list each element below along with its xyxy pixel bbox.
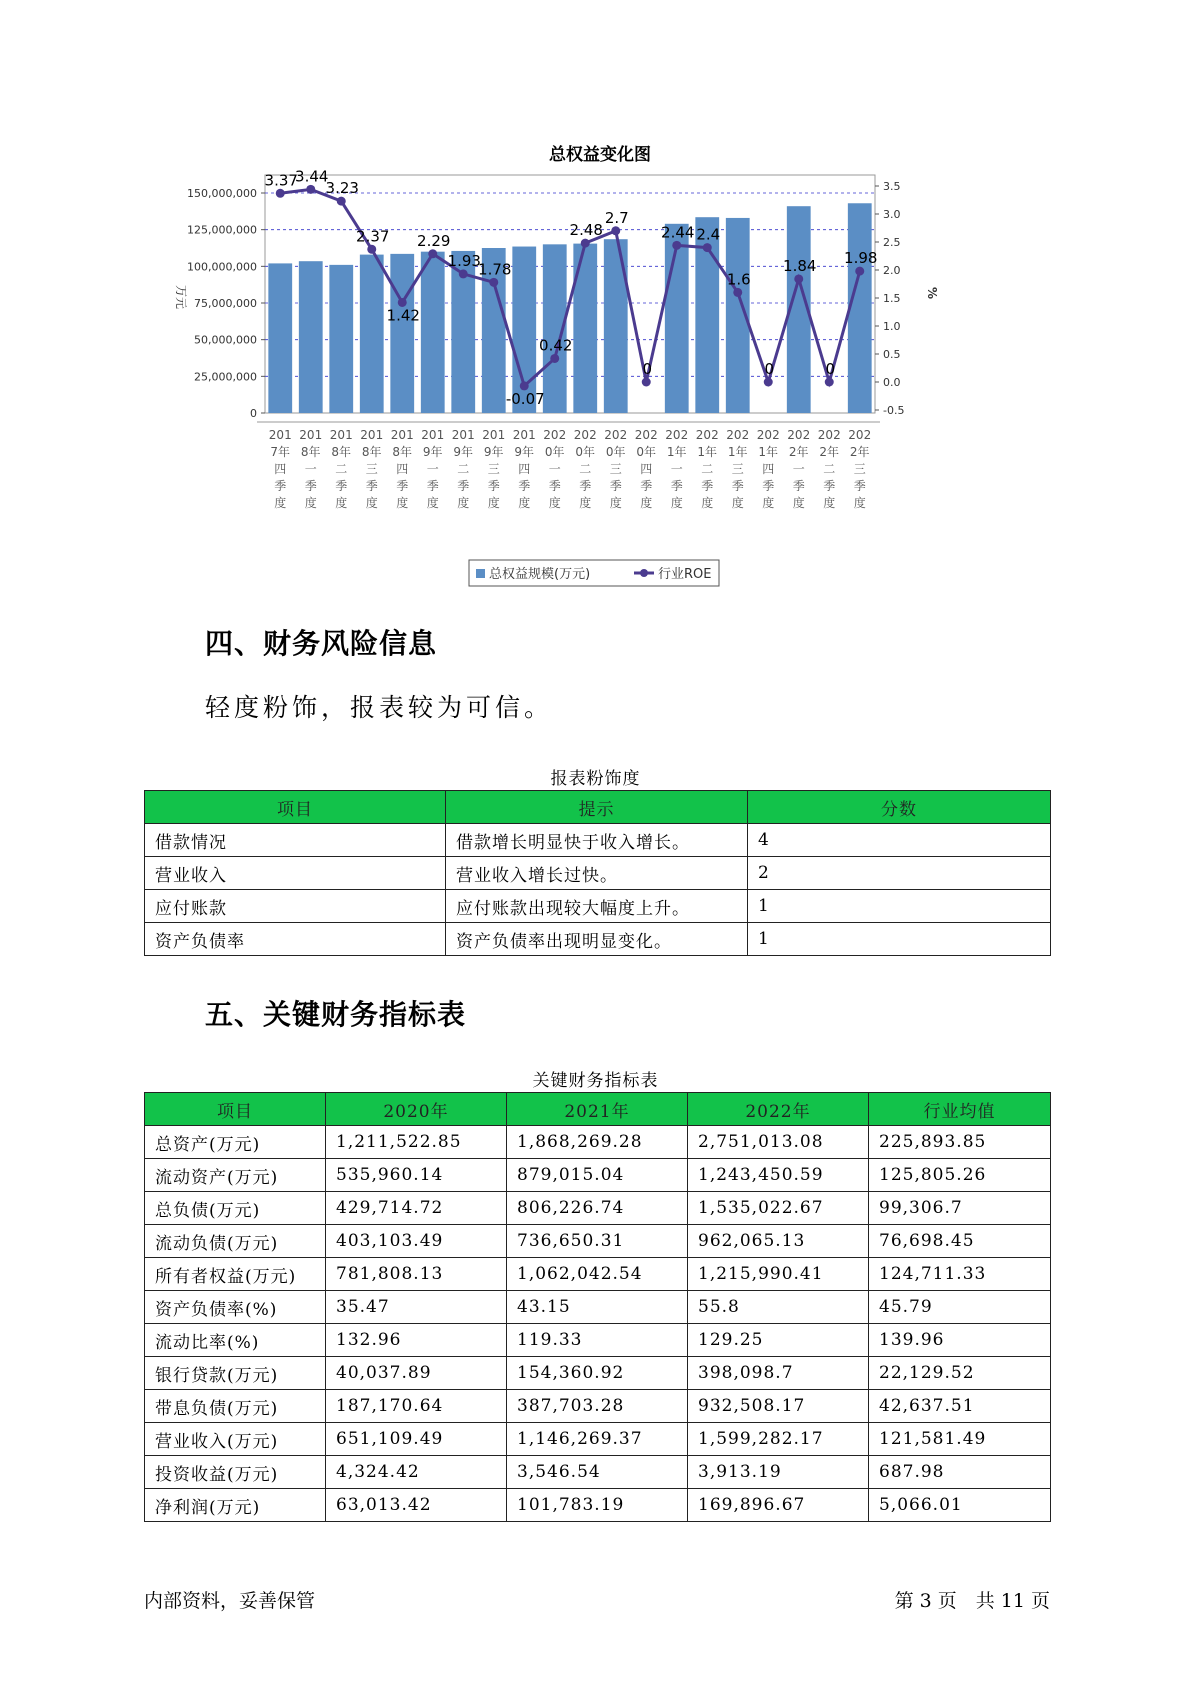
roe-point [642,378,651,387]
key-metrics-cell: 3,546.54 [507,1456,688,1489]
key-metrics-cell: 187,170.64 [326,1390,507,1423]
risk-table-cell: 借款增长明显快于收入增长。 [446,824,748,857]
key-metrics-row [145,1489,1051,1522]
key-metrics-cell: 资产负债率(%) [145,1291,326,1324]
key-metrics-cell: 125,805.26 [869,1159,1051,1192]
x-tick-label: 202 1年一季度 [665,428,689,510]
x-tick-label: 202 2年一季度 [787,428,811,510]
key-metrics-cell: 4,324.42 [326,1456,507,1489]
key-metrics-cell: 43.15 [507,1291,688,1324]
risk-table-header-cell: 分数 [748,791,1051,824]
key-metrics-cell: 流动比率(%) [145,1324,326,1357]
x-tick-label: 201 9年三季度 [482,428,506,510]
risk-table-header-cell: 提示 [446,791,748,824]
section4-text: 轻度粉饰，报表较为可信。 [205,693,554,722]
roe-data-label: 2.4 [696,225,721,244]
key-metrics-row [145,1423,1051,1456]
roe-point [703,243,712,252]
key-metrics-cell: 1,599,282.17 [688,1423,869,1456]
key-metrics-cell: 2,751,013.08 [688,1126,869,1159]
key-metrics-cell: 736,650.31 [507,1225,688,1258]
key-metrics-cell: 所有者权益(万元) [145,1258,326,1291]
y2-tick-label: -0.5 [883,404,905,417]
bar [421,252,445,413]
roe-data-label: 3.37 [264,171,298,190]
risk-table-cell: 1 [748,890,1051,923]
roe-data-label: 2.37 [356,227,390,246]
key-metrics-row [145,1159,1051,1192]
key-metrics-cell: 879,015.04 [507,1159,688,1192]
risk-table-cell: 资产负债率 [145,923,446,956]
footer-note: 内部资料，妥善保管 [144,1590,316,1612]
key-metrics-cell: 101,783.19 [507,1489,688,1522]
key-metrics-cell: 流动资产(万元) [145,1159,326,1192]
x-tick-label: 202 0年四季度 [634,428,658,510]
roe-point [337,197,346,206]
y2-tick-label: 2.5 [883,236,901,249]
key-metrics-cell: 总资产(万元) [145,1126,326,1159]
key-metrics-row [145,1324,1051,1357]
key-metrics-header-cell: 2021年 [507,1093,688,1126]
risk-table-cell: 应付账款出现较大幅度上升。 [446,890,748,923]
key-metrics-cell: 687.98 [869,1456,1051,1489]
roe-data-label: 0.42 [539,336,573,355]
y2-tick-label: 1.0 [883,320,901,333]
risk-table-row [145,890,1051,923]
risk-table-header-cell: 项目 [145,791,446,824]
bar [360,255,384,413]
key-metrics-cell: 3,913.19 [688,1456,869,1489]
x-tick-label: 201 8年一季度 [299,428,323,510]
key-metrics-cell: 1,215,990.41 [688,1258,869,1291]
x-tick-label: 201 8年二季度 [329,428,353,510]
key-metrics-cell: 429,714.72 [326,1192,507,1225]
key-metrics-cell: 45.79 [869,1291,1051,1324]
key-metrics-cell: 121,581.49 [869,1423,1051,1456]
key-metrics-cell: 22,129.52 [869,1357,1051,1390]
roe-data-label: 1.93 [447,251,481,270]
risk-table-header-row [145,791,1051,824]
roe-data-label: 2.48 [569,221,603,240]
key-metrics-row [145,1390,1051,1423]
key-metrics-cell: 129.25 [688,1324,869,1357]
y2-tick-label: 1.5 [883,292,901,305]
x-tick-label: 202 0年二季度 [573,428,597,510]
key-metrics-cell: 流动负债(万元) [145,1225,326,1258]
x-tick-label: 201 9年二季度 [451,428,475,510]
x-tick-label: 202 0年三季度 [604,428,628,510]
y2-tick-label: 0.5 [883,348,901,361]
key-metrics-header-cell: 2020年 [326,1093,507,1126]
roe-point [764,378,773,387]
roe-data-label: 3.23 [325,179,359,198]
roe-data-label: 0 [825,360,836,378]
legend-bar-swatch [476,569,485,578]
key-metrics-cell: 169,896.67 [688,1489,869,1522]
x-tick-label: 202 1年二季度 [695,428,719,510]
y-tick-label: 125,000,000 [187,223,257,237]
roe-data-label: 1.78 [478,260,512,279]
key-metrics-row [145,1225,1051,1258]
roe-data-label: 0 [764,360,775,378]
roe-data-label: 1.42 [386,306,420,325]
key-metrics-cell: 1,062,042.54 [507,1258,688,1291]
risk-table-cell: 1 [748,923,1051,956]
key-metrics-cell: 1,146,269.37 [507,1423,688,1456]
risk-table [144,790,1051,956]
risk-table-cell: 应付账款 [145,890,446,923]
key-metrics-cell: 5,066.01 [869,1489,1051,1522]
key-metrics-cell: 银行贷款(万元) [145,1357,326,1390]
roe-data-label: 2.29 [417,231,451,250]
bar [848,203,872,413]
key-metrics-cell: 总负债(万元) [145,1192,326,1225]
roe-point [367,245,376,254]
roe-point [825,378,834,387]
key-metrics-cell: 投资收益(万元) [145,1456,326,1489]
roe-point [581,239,590,248]
x-tick-label: 201 8年四季度 [390,428,414,510]
y-tick-label: 25,000,000 [194,370,257,384]
risk-table-cell: 2 [748,857,1051,890]
key-metrics-row [145,1192,1051,1225]
x-tick-label: 201 9年四季度 [512,428,536,510]
key-metrics-cell: 42,637.51 [869,1390,1051,1423]
key-metrics-cell: 932,508.17 [688,1390,869,1423]
roe-point [306,185,315,194]
y2-tick-label: 3.0 [883,208,901,221]
risk-table-cell: 资产负债率出现明显变化。 [446,923,748,956]
key-metrics-cell: 63,013.42 [326,1489,507,1522]
key-metrics-cell: 535,960.14 [326,1159,507,1192]
y2-axis-title: % [925,286,939,300]
key-metrics-cell: 403,103.49 [326,1225,507,1258]
key-metrics-cell: 营业收入(万元) [145,1423,326,1456]
chart-title: 总权益变化图 [549,145,651,165]
x-tick-label: 202 1年三季度 [726,428,750,510]
x-tick-label: 201 7年四季度 [268,428,292,510]
y2-tick-label: 2.0 [883,264,901,277]
key-metrics-cell: 806,226.74 [507,1192,688,1225]
roe-point [794,274,803,283]
bar [299,261,323,413]
risk-table-cell: 营业收入 [145,857,446,890]
key-metrics-cell: 99,306.7 [869,1192,1051,1225]
key-metrics-cell: 124,711.33 [869,1258,1051,1291]
risk-table-title: 报表粉饰度 [550,769,641,789]
roe-data-label: 1.98 [844,249,878,268]
x-tick-label: 201 9年一季度 [421,428,445,510]
roe-data-label: 2.44 [661,223,695,242]
x-tick-label: 201 8年三季度 [360,428,384,510]
roe-point [733,288,742,297]
roe-point [428,249,437,258]
key-metrics-row [145,1456,1051,1489]
key-metrics-cell: 387,703.28 [507,1390,688,1423]
key-metrics-cell: 35.47 [326,1291,507,1324]
roe-data-label: 3.44 [295,167,329,186]
roe-data-label: 2.7 [604,208,629,227]
roe-point [855,267,864,276]
key-metrics-cell: 76,698.45 [869,1225,1051,1258]
key-metrics-header-cell: 2022年 [688,1093,869,1126]
roe-point [489,278,498,287]
y-tick-label: 150,000,000 [187,187,257,200]
y2-tick-label: 0.0 [883,376,901,389]
y-tick-label: 50,000,000 [194,333,257,347]
key-metrics-cell: 净利润(万元) [145,1489,326,1522]
bar [268,263,292,413]
key-metrics-row [145,1291,1051,1324]
key-metrics-cell: 139.96 [869,1324,1051,1357]
key-metrics-cell: 225,893.85 [869,1126,1051,1159]
key-metrics-cell: 40,037.89 [326,1357,507,1390]
key-metrics-cell: 119.33 [507,1324,688,1357]
page-number: 第 3 页 共 11 页 [894,1590,1050,1612]
risk-table-row [145,824,1051,857]
roe-data-label: 1.84 [783,256,817,275]
risk-table-cell: 4 [748,824,1051,857]
key-metrics-cell: 781,808.13 [326,1258,507,1291]
y2-tick-label: 3.5 [883,180,901,193]
key-metrics-cell: 1,211,522.85 [326,1126,507,1159]
key-metrics-cell: 154,360.92 [507,1357,688,1390]
key-metrics-table-title: 关键财务指标表 [532,1071,659,1091]
equity-change-chart [160,135,1060,595]
roe-point [276,189,285,198]
roe-point [550,354,559,363]
key-metrics-cell: 962,065.13 [688,1225,869,1258]
key-metrics-row [145,1126,1051,1159]
roe-data-label: -0.07 [505,389,545,408]
bar [329,265,353,413]
key-metrics-header-cell: 项目 [145,1093,326,1126]
key-metrics-table [144,1092,1051,1522]
key-metrics-cell: 55.8 [688,1291,869,1324]
key-metrics-header-cell: 行业均值 [869,1093,1051,1126]
plot-frame [265,175,878,413]
key-metrics-row [145,1357,1051,1390]
key-metrics-cell: 1,535,022.67 [688,1192,869,1225]
y-tick-label: 0 [250,407,257,420]
roe-point [459,269,468,278]
roe-point [611,226,620,235]
y-axis-title: 万元 [174,284,188,310]
key-metrics-header-row [145,1093,1051,1126]
risk-table-row [145,857,1051,890]
legend-line-label: 行业ROE [658,567,712,582]
x-tick-label: 202 2年二季度 [817,428,841,510]
section4-heading: 四、财务风险信息 [205,627,438,660]
key-metrics-cell: 1,243,450.59 [688,1159,869,1192]
y-tick-label: 75,000,000 [194,297,257,310]
legend-bar-label: 总权益规模(万元) [489,567,591,582]
x-tick-label: 202 1年四季度 [756,428,780,510]
y-tick-label: 100,000,000 [187,260,257,274]
roe-point [672,241,681,250]
risk-table-cell: 营业收入增长过快。 [446,857,748,890]
key-metrics-cell: 1,868,269.28 [507,1126,688,1159]
key-metrics-row [145,1258,1051,1291]
legend-line-marker [640,569,648,577]
key-metrics-cell: 398,098.7 [688,1357,869,1390]
key-metrics-cell: 132.96 [326,1324,507,1357]
section5-heading: 五、关键财务指标表 [205,998,467,1031]
risk-table-row [145,923,1051,956]
risk-table-cell: 借款情况 [145,824,446,857]
key-metrics-cell: 带息负债(万元) [145,1390,326,1423]
key-metrics-cell: 651,109.49 [326,1423,507,1456]
x-tick-label: 202 0年一季度 [543,428,567,510]
roe-data-label: 1.6 [726,270,751,289]
roe-data-label: 0 [642,360,653,378]
bar [390,254,414,413]
x-tick-label: 202 2年三季度 [848,428,872,510]
